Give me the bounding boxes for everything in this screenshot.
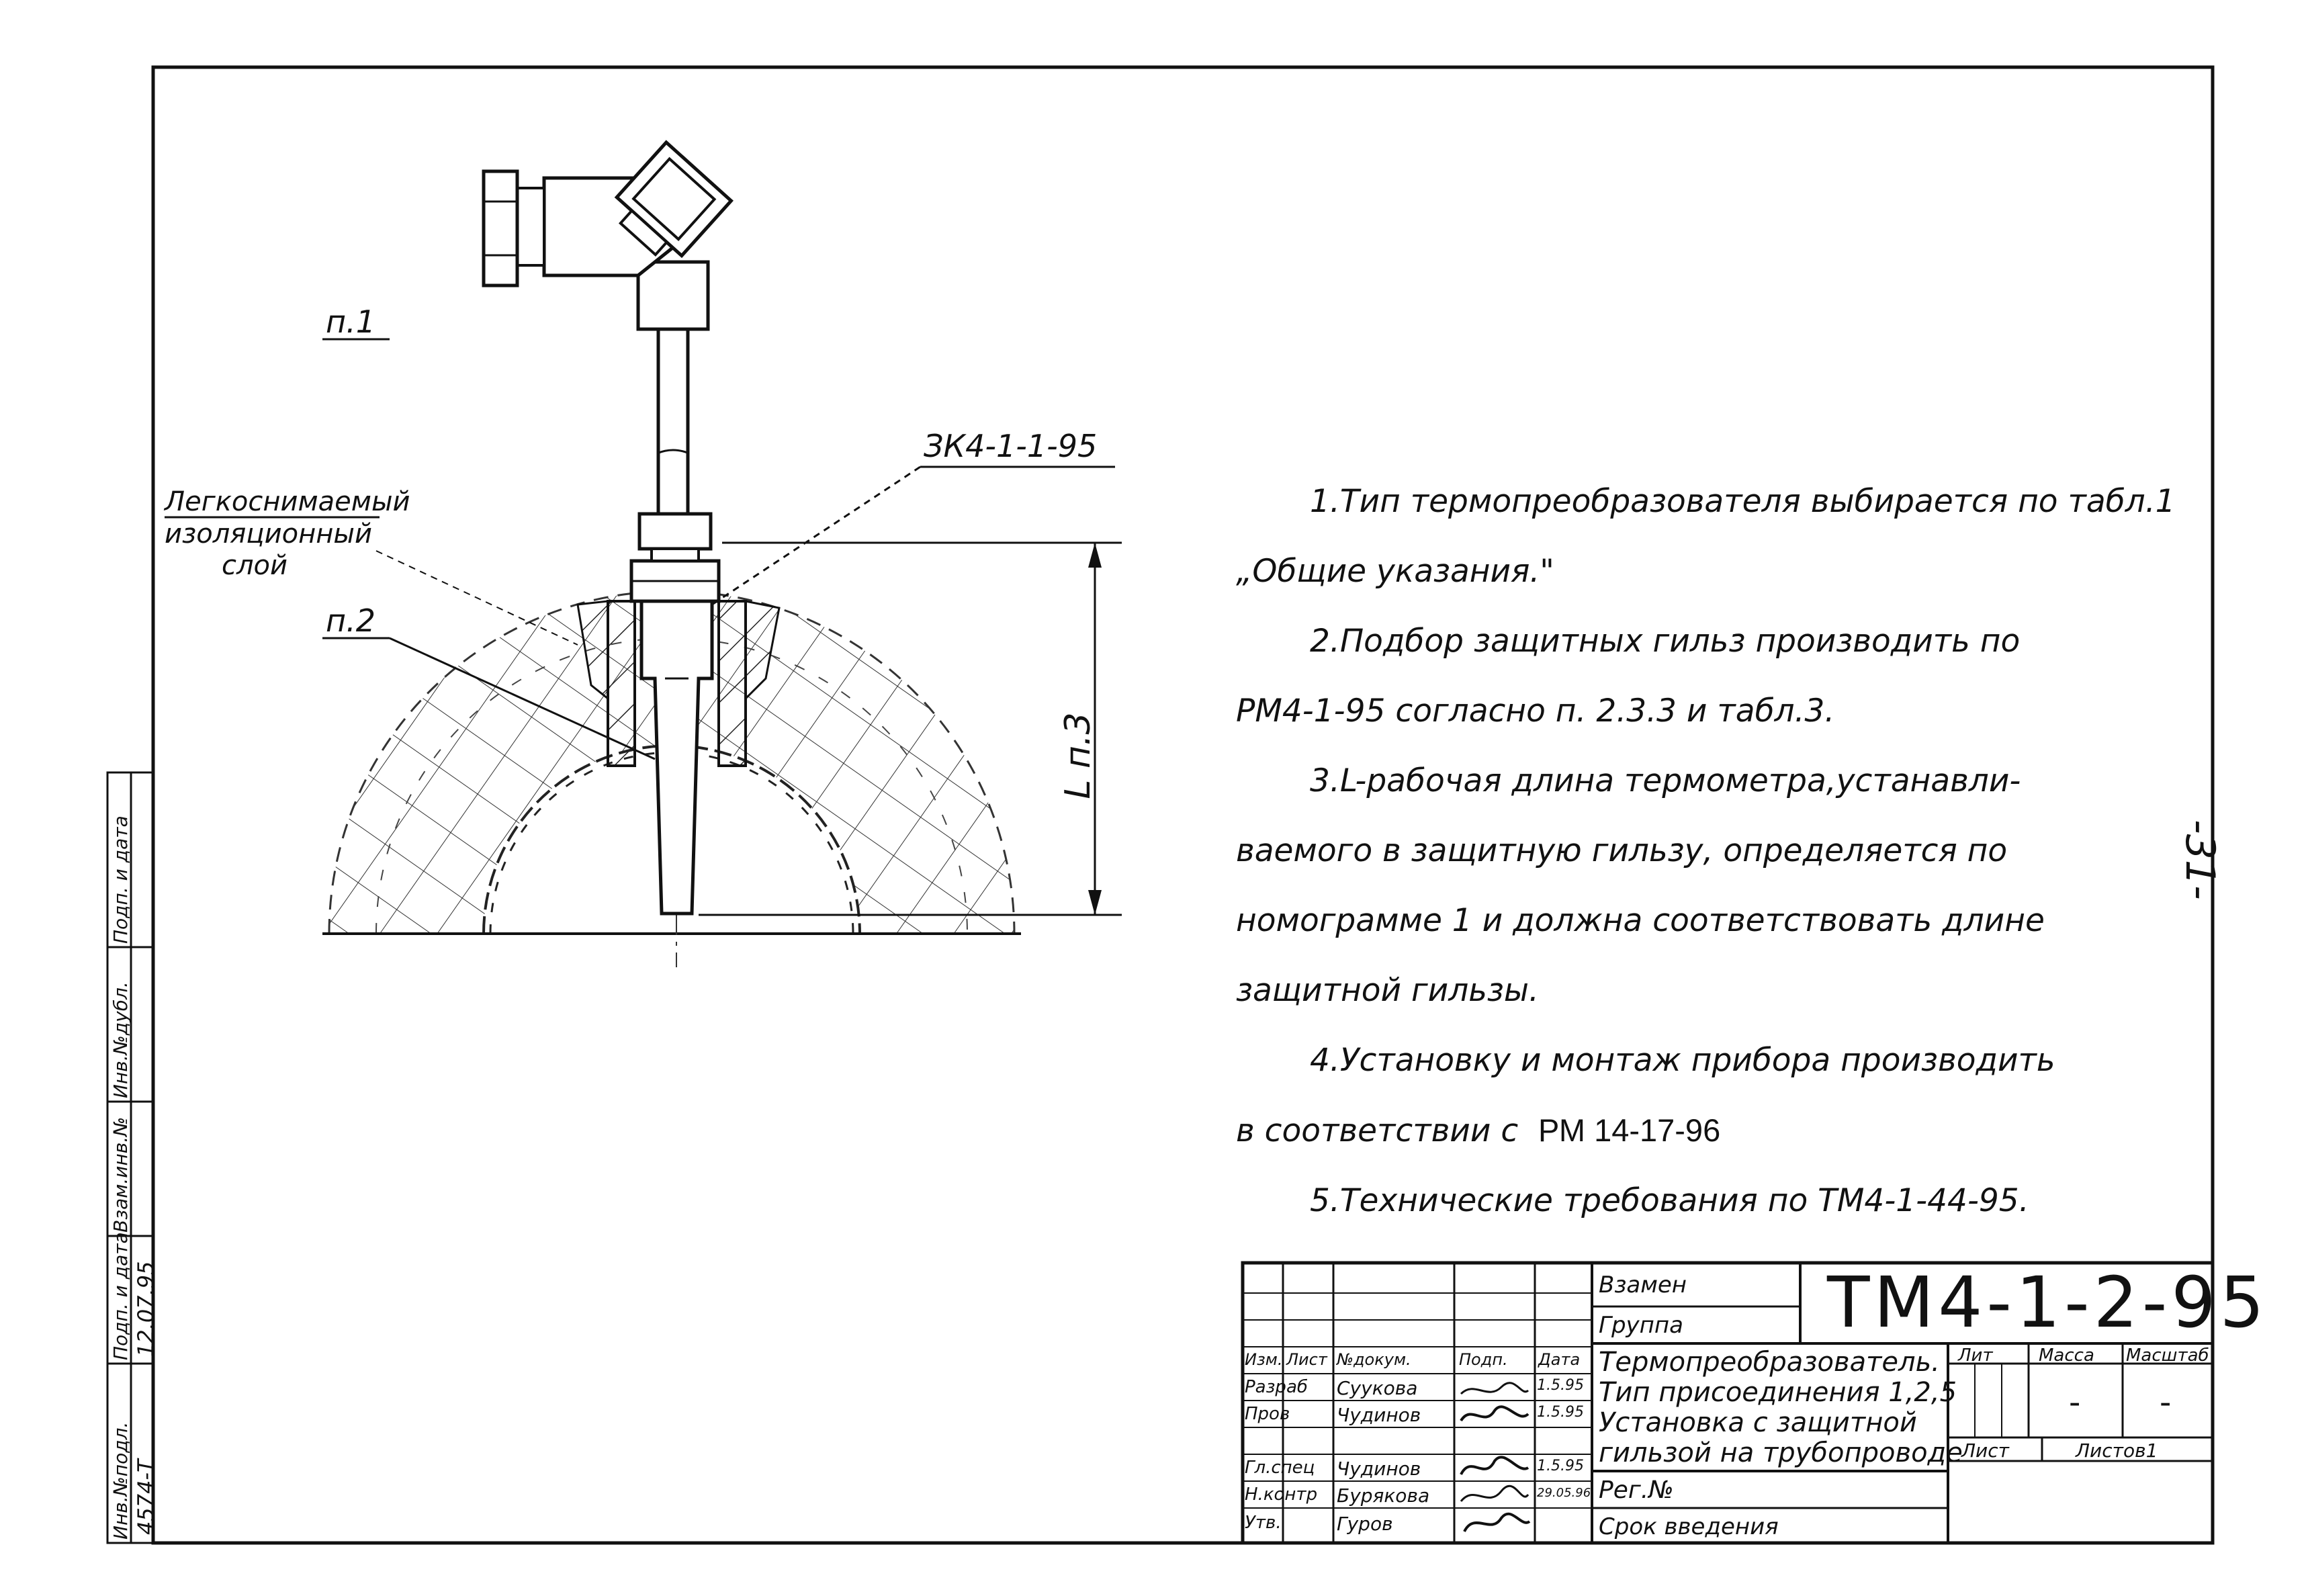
row-name-5: Гуров: [1337, 1513, 1393, 1535]
note-ref-pm: РМ 14-17-96: [1538, 1112, 1721, 1148]
insulation-label-2: изоляционный: [165, 519, 372, 549]
row-role-3: Гл.спец: [1245, 1458, 1315, 1478]
title-line-4: гильзой на трубопроводе: [1599, 1437, 1963, 1468]
col-header-list: Лист: [1286, 1350, 1327, 1369]
note-line-1: 1.Тип термопреобразователя выбирается по табл.1: [1310, 483, 2176, 520]
row-role-1: Разраб: [1245, 1377, 1308, 1397]
side-label-inv-dubl: Инв.№дубл.: [109, 981, 132, 1098]
reg-label: Рег.№: [1599, 1476, 1674, 1504]
scale-value: -: [2160, 1384, 2172, 1421]
row-date-4: 29.05.96: [1537, 1486, 1591, 1500]
mass-value: -: [2069, 1384, 2081, 1421]
col-header-sign: Подп.: [1459, 1350, 1508, 1369]
connection-head: [484, 142, 731, 329]
fitting-nut-upper: [639, 514, 711, 549]
side-label-podp-data-2: Подп. и дата: [109, 815, 132, 944]
notes-block: [1236, 467, 2217, 1236]
leader-ref: [712, 467, 920, 605]
page-number: -31-: [2176, 819, 2223, 900]
title-line-1: Термопреобразователь.: [1599, 1347, 1940, 1378]
fitting-neck: [652, 549, 699, 561]
note-line-10-text: в соответствии с: [1236, 1112, 1519, 1149]
stage-label: Лит: [1958, 1345, 1993, 1366]
insulation-label-3: слой: [222, 550, 288, 581]
side-label-podp-data-1: Подп. и дата: [109, 1232, 132, 1360]
row-name-2: Чудинов: [1337, 1404, 1421, 1426]
row-date-2: 1.5.95: [1537, 1404, 1584, 1421]
callout-ref: ЗК4-1-1-95: [924, 428, 1098, 464]
note-line-11: 5.Технические требования по ТМ4-1-44-95.: [1310, 1182, 2029, 1219]
dimension-label: L п.3: [1058, 712, 1098, 799]
col-header-izm: Изм.: [1245, 1350, 1283, 1369]
note-line-3: 2.Подбор защитных гильз производить по: [1310, 623, 2021, 660]
dimension-arrow-top: [1088, 543, 1102, 568]
callout-p2: п.2: [326, 603, 375, 639]
sheet-label: Лист: [1961, 1439, 2009, 1462]
intro-label: Срок введения: [1599, 1513, 1779, 1540]
side-inv-value: 4574-Т: [133, 1459, 159, 1535]
mass-label: Масса: [2039, 1345, 2094, 1366]
side-date-value: 12.07.95: [133, 1261, 159, 1357]
note-line-8: защитной гильзы.: [1236, 972, 1539, 1009]
side-label-vzam-inv: Взам.инв.№: [109, 1116, 132, 1233]
row-role-4: Н.контр: [1245, 1484, 1318, 1505]
replaces-label: Взамен: [1599, 1272, 1687, 1298]
col-header-doc: №докум.: [1337, 1350, 1411, 1369]
title-line-3: Установка с защитной: [1599, 1407, 1917, 1438]
callout-p1: п.1: [326, 304, 375, 340]
sheets-label: Листов1: [2076, 1439, 2158, 1462]
row-name-3: Чудинов: [1337, 1458, 1421, 1480]
dimension-arrow-bottom: [1088, 890, 1102, 915]
thermometer-stem: [658, 329, 688, 514]
note-line-5: 3.L-рабочая длина термометра,устанавли-: [1310, 762, 2021, 799]
note-line-2: „Общие указания.": [1236, 553, 1554, 590]
row-date-3: 1.5.95: [1537, 1458, 1584, 1474]
row-role-5: Утв.: [1245, 1513, 1282, 1533]
title-line-2: Тип присоединения 1,2,5: [1599, 1377, 1957, 1408]
note-line-6: ваемого в защитную гильзу, определяется по: [1236, 832, 2008, 869]
group-label: Группа: [1599, 1312, 1683, 1339]
doc-code: ТМ4-1-2-95: [1827, 1261, 2268, 1343]
note-line-7: номограмме 1 и должна соответствовать длине: [1236, 902, 2045, 939]
note-line-10: [1236, 1096, 2217, 1166]
row-name-1: Суукова: [1337, 1377, 1418, 1399]
signatures: [1454, 1374, 1535, 1543]
note-line-4: РМ4-1-95 согласно п. 2.3.3 и табл.3.: [1236, 693, 1835, 729]
side-label-inv-podl: Инв.№подл.: [109, 1421, 132, 1540]
row-role-2: Пров: [1245, 1404, 1290, 1424]
insulation-label-1: Легкоснимаемый: [165, 486, 410, 517]
scale-label: Масштаб: [2126, 1345, 2209, 1366]
note-line-9: 4.Установку и монтаж прибора производить: [1310, 1042, 2055, 1079]
row-name-4: Бурякова: [1337, 1484, 1430, 1507]
col-header-date: Дата: [1538, 1350, 1581, 1369]
row-date-1: 1.5.95: [1537, 1377, 1584, 1394]
